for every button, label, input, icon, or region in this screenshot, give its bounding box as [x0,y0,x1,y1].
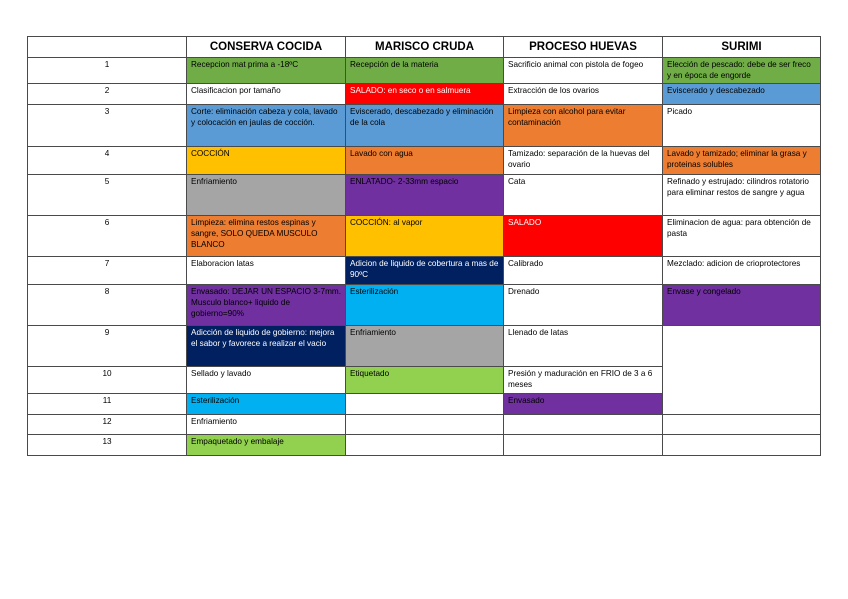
marisco-step: Adicion de liquido de cobertura a mas de 90ºC [346,257,504,285]
conserva-step: Sellado y lavado [187,367,346,394]
marisco-step [346,394,504,415]
header-marisco-cruda: MARISCO CRUDA [346,37,504,58]
table-row [28,326,821,367]
process-comparison-table [27,36,821,456]
marisco-step [346,435,504,456]
huevas-step: Presión y maduración en FRIO de 3 a 6 meses [504,367,663,394]
huevas-step: Envasado [504,394,663,415]
marisco-step: Esterilización [346,285,504,326]
marisco-step: Enfriamiento [346,326,504,367]
surimi-step: Lavado y tamizado; eliminar la grasa y proteinas solubles [663,147,821,175]
huevas-step: Tamizado: separación de la huevas del ovario [504,147,663,175]
huevas-step: Limpieza con alcohol para evitar contaminación [504,105,663,147]
step-number: 11 [28,394,187,415]
conserva-step: Clasificacion por tamaño [187,84,346,105]
step-number: 6 [28,216,187,257]
marisco-step: COCCIÓN: al vapor [346,216,504,257]
step-number: 4 [28,147,187,175]
table-header-row [28,37,821,58]
marisco-step [346,415,504,435]
surimi-step: Eviscerado y descabezado [663,84,821,105]
conserva-step: Elaboracion latas [187,257,346,285]
conserva-step: Adicción de liquido de gobierno: mejora el sabor y favorece a realizar el vacio [187,326,346,367]
step-number: 9 [28,326,187,367]
huevas-step [504,415,663,435]
huevas-step: Drenado [504,285,663,326]
table-row [28,147,821,175]
header-number [28,37,187,58]
step-number: 13 [28,435,187,456]
conserva-step: Enfriamiento [187,415,346,435]
table-row [28,84,821,105]
conserva-step: COCCIÓN [187,147,346,175]
huevas-step [504,435,663,456]
table-row [28,257,821,285]
surimi-step: Elección de pescado: debe de ser freco y en época de engorde [663,58,821,84]
table-row [28,216,821,257]
step-number: 12 [28,415,187,435]
step-number: 5 [28,175,187,216]
surimi-step [663,435,821,456]
table-row [28,435,821,456]
surimi-step: Envase y congelado [663,285,821,326]
huevas-step: Calibrado [504,257,663,285]
conserva-step: Corte: eliminación cabeza y cola, lavado y colocación en jaulas de cocción. [187,105,346,147]
marisco-step: Etiquetado [346,367,504,394]
table-row [28,105,821,147]
marisco-step: Eviscerado, descabezado y eliminación de la cola [346,105,504,147]
huevas-step: Llenado de latas [504,326,663,367]
conserva-step: Enfriamiento [187,175,346,216]
step-number: 2 [28,84,187,105]
surimi-step [663,415,821,435]
marisco-step: SALADO: en seco o en salmuera [346,84,504,105]
huevas-step: Extracción de los ovarios [504,84,663,105]
surimi-step: Eliminacion de agua: para obtención de pasta [663,216,821,257]
huevas-step: SALADO [504,216,663,257]
surimi-step: Mezclado: adicion de crioprotectores [663,257,821,285]
surimi-step: Picado [663,105,821,147]
header-proceso-huevas: PROCESO HUEVAS [504,37,663,58]
marisco-step: ENLATADO- 2-33mm espacio [346,175,504,216]
table-row [28,285,821,326]
conserva-step: Limpieza: elimina restos espinas y sangre, SOLO QUEDA MUSCULO BLANCO [187,216,346,257]
table-row [28,175,821,216]
table-row [28,58,821,84]
step-number: 7 [28,257,187,285]
table-row [28,415,821,435]
surimi-step: Refinado y estrujado: cilindros rotatorio para eliminar restos de sangre y agua [663,175,821,216]
marisco-step: Recepción de la materia [346,58,504,84]
conserva-step: Esterilización [187,394,346,415]
step-number: 3 [28,105,187,147]
header-surimi: SURIMI [663,37,821,58]
step-number: 10 [28,367,187,394]
conserva-step: Empaquetado y embalaje [187,435,346,456]
step-number: 1 [28,58,187,84]
marisco-step: Lavado con agua [346,147,504,175]
step-number: 8 [28,285,187,326]
huevas-step: Cata [504,175,663,216]
header-conserva-cocida: CONSERVA COCIDA [187,37,346,58]
huevas-step: Sacrificio animal con pistola de fogeo [504,58,663,84]
conserva-step: Recepcion mat prima a -18ºC [187,58,346,84]
surimi-empty-merged [663,326,821,415]
conserva-step: Envasado: DEJAR UN ESPACIO 3-7mm. Musculo blanco+ liquido de gobierno=90% [187,285,346,326]
